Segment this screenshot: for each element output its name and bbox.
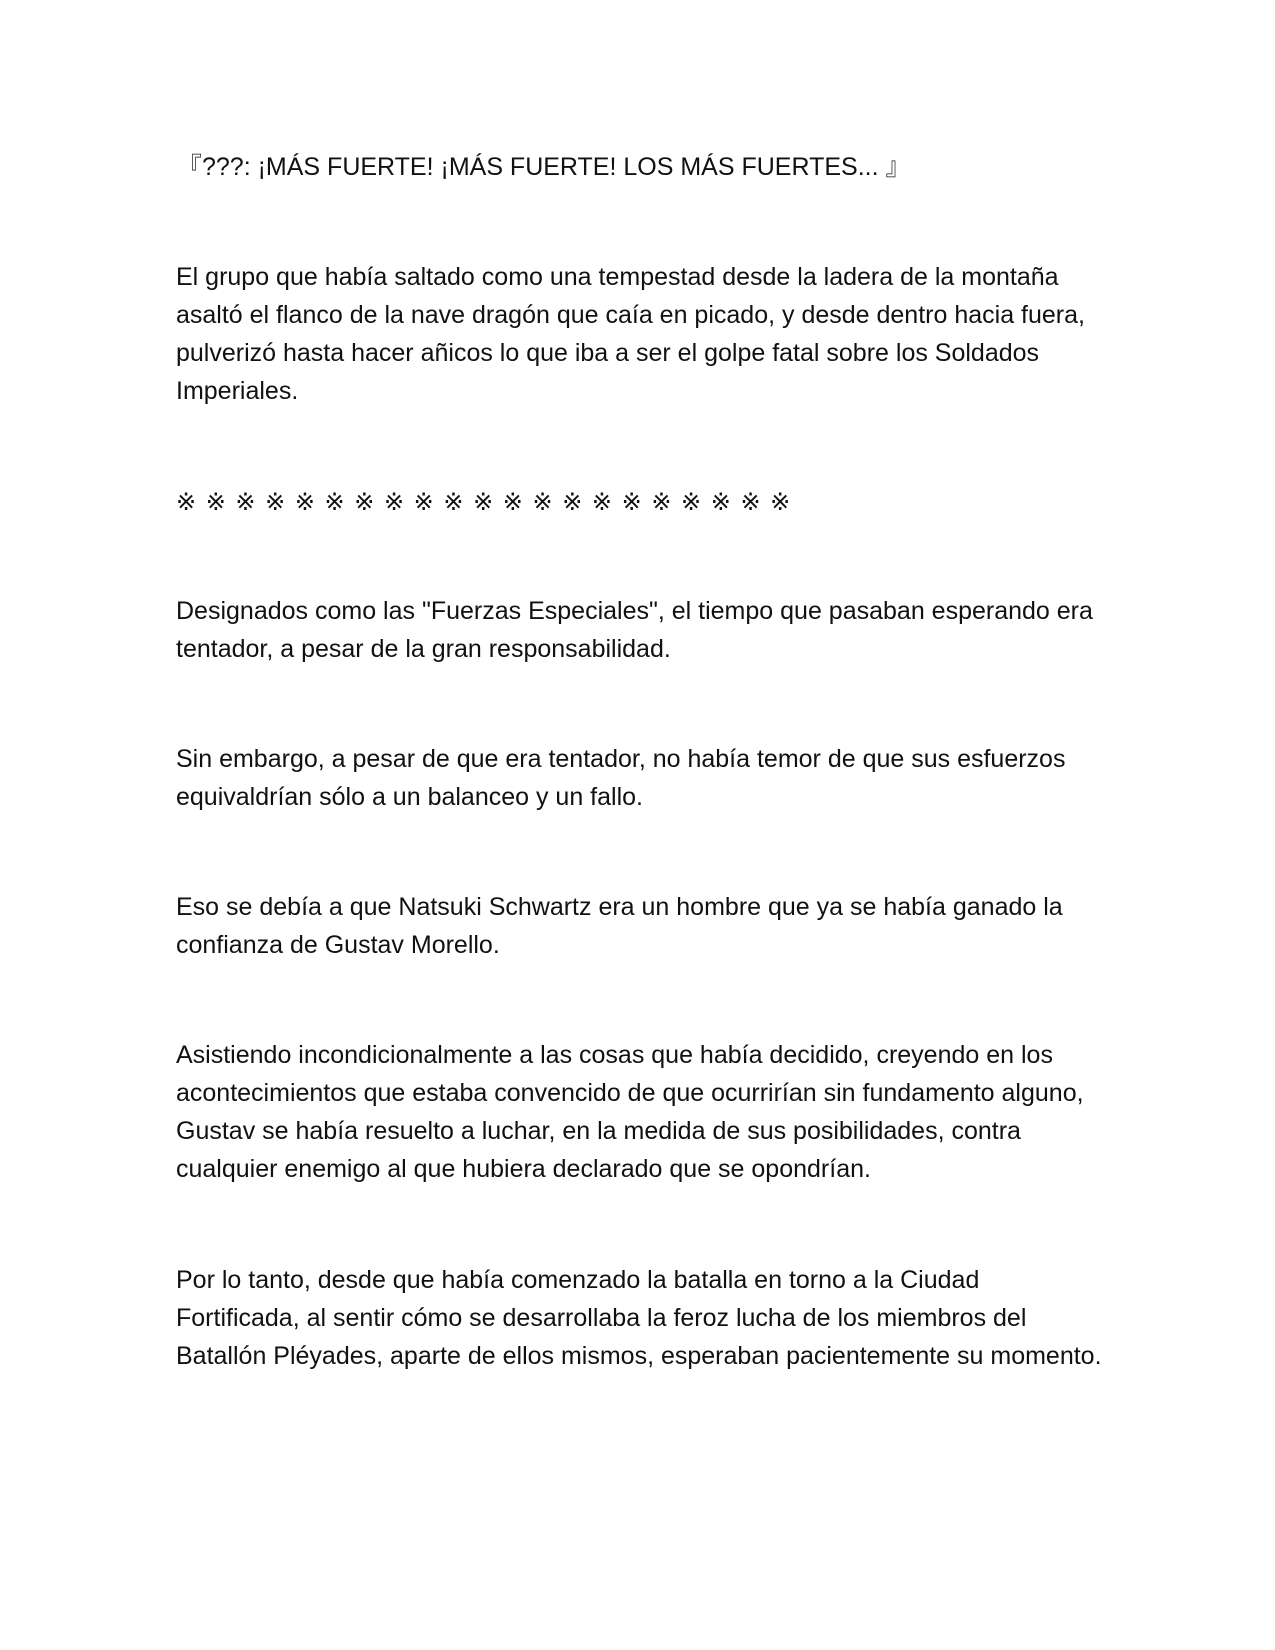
paragraph-5: Asistiendo incondicionalmente a las cosas que había decidido, creyendo en los acontecimientos que estaba convencido de que ocurrirían sin fundamento alguno, Gustav se había resuelto a luchar, en la medida de sus posibilidades, contra cualquier enemigo al que hubiera declarado que se opondrían. [176, 1041, 1084, 1183]
paragraph-3: Sin embargo, a pesar de que era tentador, no había temor de que sus esfuerzos equivaldrían sólo a un balanceo y un fallo. [176, 745, 1066, 811]
dialogue-line: 『???: ¡MÁS FUERTE! ¡MÁS FUERTE! LOS MÁS FUERTES... 』 [177, 153, 911, 181]
paragraph-6: Por lo tanto, desde que había comenzado la batalla en torno a la Ciudad Fortificada, al sentir cómo se desarrollaba la feroz lucha de los miembros del Batallón Pléyades, aparte de ellos mismos, esperaban pacientemente su momento. [176, 1266, 1102, 1370]
scene-break: ※※※※※※※※※※※※※※※※※※※※※ [176, 488, 800, 516]
paragraph-4: Eso se debía a que Natsuki Schwartz era un hombre que ya se había ganado la confianza de Gustav Morello. [176, 893, 1063, 959]
paragraph-2: Designados como las "Fuerzas Especiales", el tiempo que pasaban esperando era tentador, a pesar de la gran responsabilidad. [176, 597, 1093, 663]
paragraph-1: El grupo que había saltado como una tempestad desde la ladera de la montaña asaltó el flanco de la nave dragón que caía en picado, y desde dentro hacia fuera, pulverizó hasta hacer añicos lo que iba a ser el golpe fatal sobre los Soldados Imperiales. [176, 263, 1085, 405]
